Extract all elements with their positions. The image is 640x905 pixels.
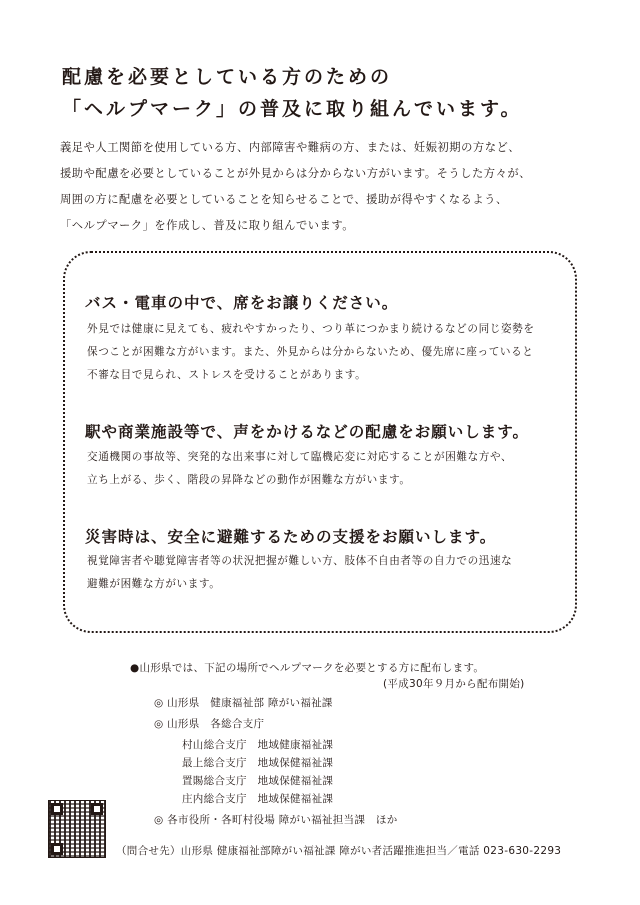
section-line: 不審な目で見られ、ストレスを受けることがあります。 (87, 369, 367, 381)
section-heading-consideration: 駅や商業施設等で、声をかけるなどの配慮をお願いします。 (85, 423, 529, 441)
distribution-start-note: (平成30年９月から配布開始) (383, 678, 525, 690)
section-line: 交通機関の事故等、突発的な出来事に対して臨機応変に対応することが困難な方や、 (87, 451, 513, 463)
intro-paragraph (60, 135, 590, 239)
branch-office-item: 最上総合支庁 地域保健福祉課 (182, 757, 334, 769)
branch-office-item: 置賜総合支庁 地域保健福祉課 (182, 775, 334, 787)
distribution-place-welfare-division: ◎ 山形県 健康福祉部 障がい福祉課 (154, 697, 333, 709)
section-body-disaster (87, 550, 512, 596)
section-line: 立ち上がる、歩く、階段の昇降などの動作が困難な方がいます。 (87, 474, 411, 486)
qr-code-icon (48, 800, 106, 858)
section-line: 視覚障害者や聴覚障害者等の状況把握が難しい方、肢体不自由者等の自力での迅速な (87, 555, 513, 567)
intro-line: 援助や配慮を必要としていることが外見からは分からない方がいます。そうした方々が、 (60, 167, 531, 180)
distribution-place-municipal-offices: ◎ 各市役所・各町村役場 障がい福祉担当課 ほか (154, 814, 398, 826)
intro-line: 周囲の方に配慮を必要としていることを知らせることで、援助が得やすくなるよう、 (60, 193, 508, 206)
section-body-seat (87, 318, 535, 387)
page-title-line-2: 「ヘルプマーク」の普及に取り組んでいます。 (62, 98, 523, 120)
distribution-lead: ●山形県では、下記の場所でヘルプマークを必要とする方に配布します。 (130, 662, 485, 674)
section-line: 避難が困難な方がいます。 (87, 578, 221, 590)
section-body-consideration (87, 446, 512, 492)
intro-line: 「ヘルプマーク」を作成し、普及に取り組んでいます。 (60, 219, 355, 232)
section-line: 保つことが困難な方がいます。また、外見からは分からないため、優先席に座っていると (87, 346, 534, 358)
distribution-place-branch-offices: ◎ 山形県 各総合支庁 (154, 718, 265, 730)
page-title-line-1: 配慮を必要としている方のための (62, 66, 393, 88)
section-line: 外見では健康に見えても、疲れやすかったり、つり革につかまり続けるなどの同じ姿勢を (87, 323, 535, 335)
branch-office-item: 庄内総合支庁 地域保健福祉課 (182, 793, 334, 805)
section-heading-seat: バス・電車の中で、席をお譲りください。 (85, 294, 399, 312)
intro-line: 義足や人工関節を使用している方、内部障害や難病の方、または、妊娠初期の方など、 (60, 141, 521, 154)
section-heading-disaster: 災害時は、安全に避難するための支援をお願いします。 (85, 528, 497, 546)
branch-office-item: 村山総合支庁 地域健康福祉課 (182, 739, 334, 751)
contact-info: （問合せ先）山形県 健康福祉部障がい福祉課 障がい者活躍推進担当／電話 023-630-2293 (116, 845, 562, 857)
